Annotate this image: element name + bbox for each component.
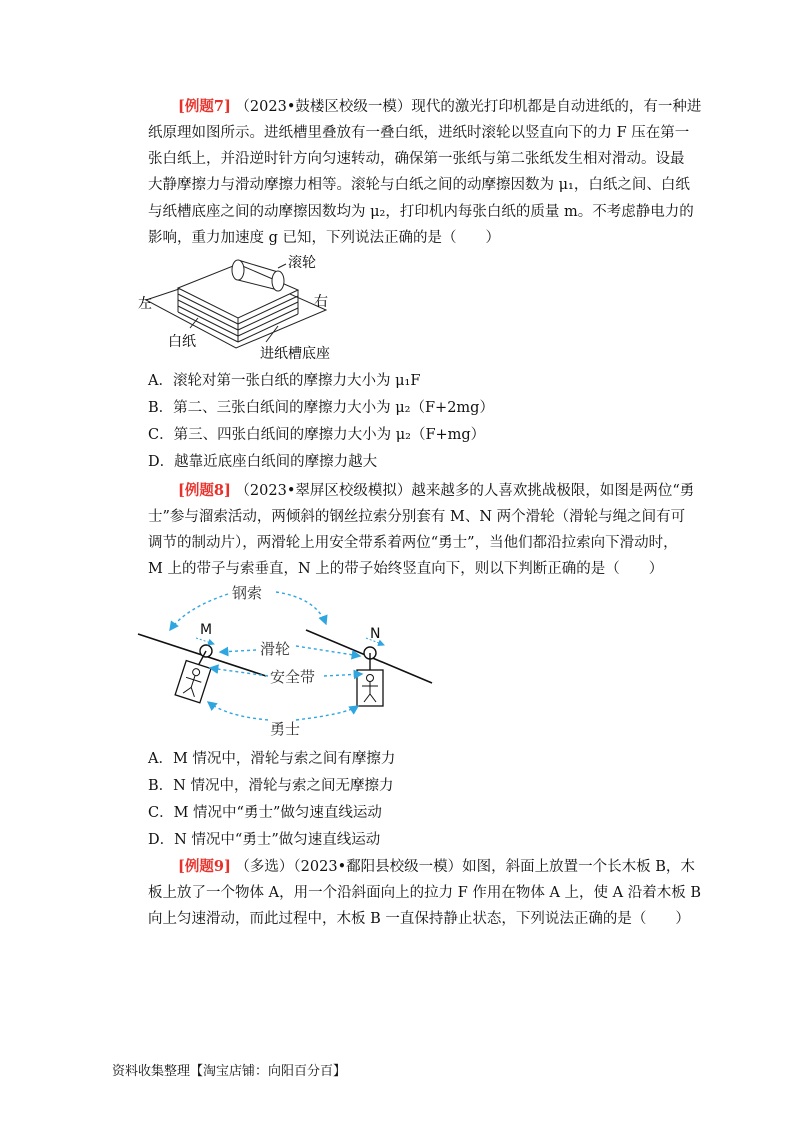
q7-line-4: 大静摩擦力与滑动摩擦力相等。滚轮与白纸之间的动摩擦因数为 μ₁，白纸之间、白纸 <box>148 177 690 193</box>
q7-option-b: B．第二、三张白纸间的摩擦力大小为 μ₂（F+2mg） <box>148 400 494 416</box>
q8-tag: [例题8] <box>178 482 231 499</box>
cable-label: 钢索 <box>232 584 263 602</box>
q8-option-d: D．N 情况中“勇士”做匀速直线运动 <box>148 832 381 848</box>
footer: 资料收集整理【淘宝店铺：向阳百分百】 <box>112 1064 347 1079</box>
roller-label: 滚轮 <box>288 255 316 271</box>
pulley-label: 滑轮 <box>260 640 291 658</box>
q8-option-c: C．M 情况中“勇士”做匀速直线运动 <box>148 805 382 821</box>
right-label: 右 <box>314 294 328 310</box>
q7-line-1: [例题7] （2023•鼓楼区校级一模）现代的激光打印机都是自动进纸的，有一种进 <box>178 98 702 115</box>
q8-option-b: B．N 情况中，滑轮与索之间无摩擦力 <box>148 778 394 794</box>
q7-option-a: A．滚轮对第一张白纸的摩擦力大小为 μ₁F <box>148 373 421 389</box>
n-label: N <box>370 626 381 642</box>
base-label: 进纸槽底座 <box>260 346 330 362</box>
q8-line-1: [例题8] （2023•翠屏区校级模拟）越来越多的人喜欢挑战极限，如图是两位“勇 <box>178 482 695 499</box>
left-label: 左 <box>138 296 152 312</box>
q8-option-a: A．M 情况中，滑轮与索之间有摩擦力 <box>148 751 396 767</box>
q7-option-c: C．第三、四张白纸间的摩擦力大小为 μ₂（F+mg） <box>148 427 486 443</box>
paper-label: 白纸 <box>168 334 196 350</box>
q9-line-1: [例题9] （多选）（2023•鄱阳县校级一模）如图，斜面上放置一个长木板 B，木 <box>178 858 695 875</box>
m-label: M <box>200 622 213 638</box>
q9-line-3: 向上匀速滑动，而此过程中，木板 B 一直保持静止状态，下列说法正确的是（ ） <box>148 911 690 927</box>
q8-line-4: M 上的带子与索垂直，N 上的带子始终竖直向下，则以下判断正确的是（ ） <box>148 561 664 577</box>
printer-paper-figure <box>138 250 348 365</box>
q7-line-3: 张白纸上，并沿逆时针方向匀速转动，确保第一张纸与第二张纸发生相对滑动。设最 <box>148 151 685 167</box>
q7-line-2: 纸原理如图所示。进纸槽里叠放有一叠白纸，进纸时滚轮以竖直向下的力 F 压在第一 <box>148 125 690 141</box>
q7-tag: [例题7] <box>178 98 231 115</box>
q7-option-d: D．越靠近底座白纸间的摩擦力越大 <box>148 454 378 470</box>
q7-line-5: 与纸槽底座之间的动摩擦因数均为 μ₂，打印机内每张白纸的质量 m。不考虑静电力的 <box>148 204 694 220</box>
q9-line-2: 板上放了一个物体 A，用一个沿斜面向上的拉力 F 作用在物体 A 上，使 A 沿着木板 B <box>148 885 702 901</box>
belt-label: 安全带 <box>270 668 316 686</box>
q7-line-6: 影响，重力加速度 g 已知，下列说法正确的是（ ） <box>148 230 500 246</box>
q9-tag: [例题9] <box>178 858 231 875</box>
q8-line-3: 调节的制动片），两滑轮上用安全带系着两位“勇士”，当他们都沿拉索向下滑动时， <box>148 535 678 551</box>
q8-line-2: 士”参与溜索活动，两倾斜的钢丝拉索分别套有 M、N 两个滑轮（滑轮与绳之间有可 <box>148 509 686 525</box>
zipline-figure <box>136 578 436 740</box>
warrior-label: 勇士 <box>270 720 301 738</box>
